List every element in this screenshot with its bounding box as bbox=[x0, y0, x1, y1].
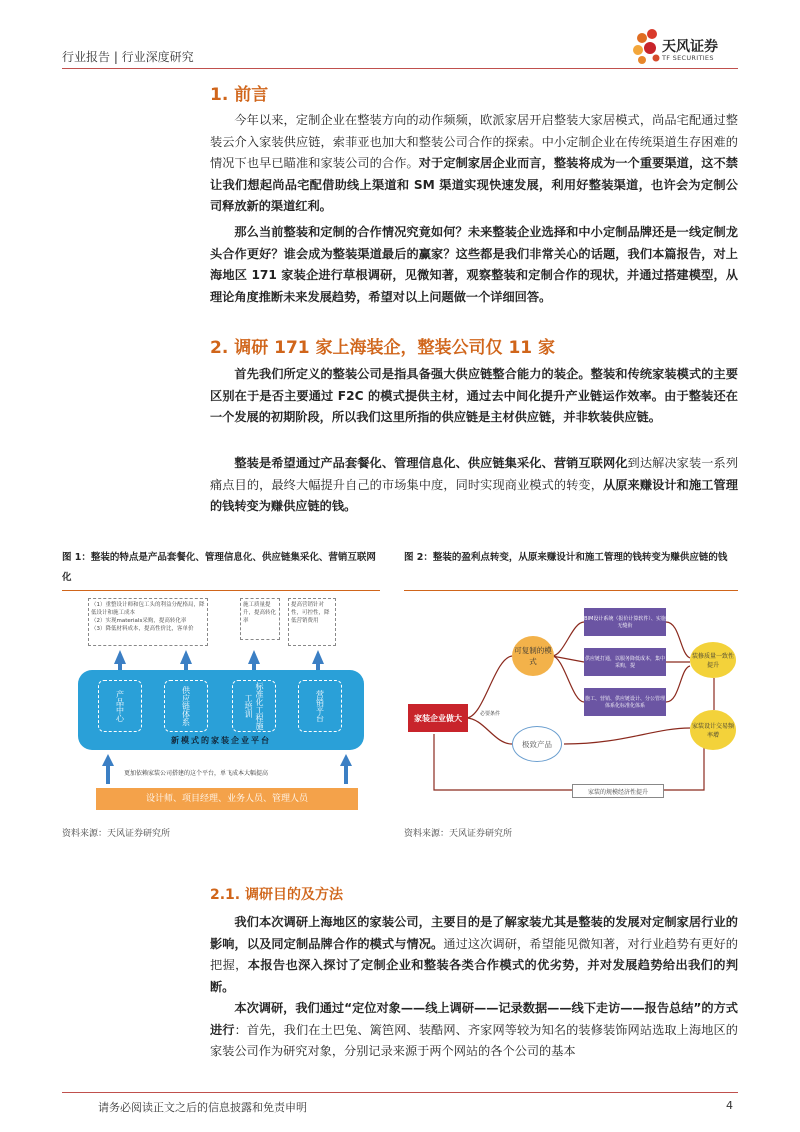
fig1-arrow-up-icon bbox=[180, 650, 192, 664]
figure-2-diagram bbox=[404, 598, 738, 818]
fig1-box1-line-2: （2）实现materials采购，提高转化率 bbox=[91, 618, 187, 624]
fig2-quality-node: 装修质量一致性提升 bbox=[690, 642, 736, 678]
section-2-1-p2-bold: 本次调研，我们通过“定位对象——线上调研——记录数据——线下走访——报告总结”的方式进行 bbox=[210, 1001, 738, 1037]
section-2-1-paragraph-2 bbox=[210, 998, 738, 1063]
section-2-p2-text: 到达解决家装一系列痛点目的，最终大幅提升自己的市场集中度，同时实现商业模式的转变， bbox=[210, 456, 739, 492]
fig1-arrow-stem bbox=[118, 662, 122, 670]
logo-text-cn: 天风证券 bbox=[662, 39, 718, 55]
fig1-box1-line-1: （1）重整设计师和包工头的利益分配格局，降低设计和施工成本 bbox=[91, 602, 205, 616]
header-divider bbox=[62, 68, 738, 69]
figure-1-caption: 图 1：整装的特点是产品套餐化、管理信息化、供应链集采化、营销互联网化 bbox=[62, 552, 376, 583]
fig2-list-item-1: BIM设计系统（报价计算软件）、实施无缝衔 bbox=[584, 608, 666, 636]
page-number: 4 bbox=[726, 1099, 733, 1112]
fig2-bottom-node: 家装的规模经济性提升 bbox=[572, 784, 664, 798]
section-1-paragraph-2 bbox=[210, 222, 738, 308]
section-2-1-p2-text: ：首先，我们在土巴兔、篱笆网、装酷网、齐家网等较为知名的装修装饰网站选取上海地区的家装公司作为研究对象，分别记录来源于两个网站的各个公司的基本 bbox=[210, 1022, 738, 1058]
fig2-link-list3-quality bbox=[666, 666, 690, 702]
fig1-bottom-note: 更加依赖家装公司搭建的这个平台，单飞成本大幅提高 bbox=[124, 770, 269, 777]
fig1-benefit-box-2: 施工质量提升，提高转化率 bbox=[240, 598, 280, 640]
fig1-arrow-up-icon bbox=[248, 650, 260, 664]
report-type-label: 行业报告 | 行业深度研究 bbox=[62, 50, 194, 64]
section-2-paragraph-1 bbox=[210, 364, 738, 429]
fig2-delivery-node: 家装设计交易频率增 bbox=[690, 710, 736, 750]
section-2-p2-bold-c: 从原来赚设计和施工管理的钱转变为赚供应链的钱。 bbox=[210, 477, 738, 513]
fig1-arrow-stem bbox=[106, 764, 110, 784]
fig1-platform-label: 新模式的家装企业平台 bbox=[171, 736, 271, 745]
footer-divider bbox=[62, 1092, 738, 1093]
fig2-link-list1-quality bbox=[666, 622, 690, 658]
section-2-1-p1-bold-c: 本报告也深入探讨了定制企业和整装各类合作模式的优劣势，并对发展趋势给出我们的判断。 bbox=[210, 958, 739, 994]
fig1-arrow-stem bbox=[184, 662, 188, 670]
fig1-pillar-standardization: 标准化工程施工培训 bbox=[232, 680, 276, 732]
section-1-title: 1. 前言 bbox=[210, 85, 269, 105]
fig1-arrow-up-icon bbox=[312, 650, 324, 664]
fig1-pillar-product: 产品中心 bbox=[98, 680, 142, 732]
section-2-1-paragraph-1 bbox=[210, 912, 738, 998]
figure-2-caption: 图 2：整装的盈利点转变，从原来赚设计和施工管理的钱转变为赚供应链的钱 bbox=[404, 552, 728, 563]
footer-disclaimer: 请务必阅读正文之后的信息披露和免责申明 bbox=[98, 1101, 307, 1114]
section-2-title: 2. 调研 171 家上海装企，整装公司仅 11 家 bbox=[210, 338, 556, 358]
logo-text-en: TF SECURITIES bbox=[662, 54, 714, 62]
fig1-arrow-stem bbox=[344, 764, 348, 784]
fig2-link-bottom-loop bbox=[434, 734, 704, 790]
section-2-p2-bold-a: 整装是希望通过产品套餐化、管理信息化、供应链集采化、营销互联网化 bbox=[234, 456, 628, 470]
fig2-mid-label: 必要条件 bbox=[479, 710, 500, 717]
figure-2-source: 资料来源：天风证券研究所 bbox=[404, 829, 513, 839]
fig2-link-product-delivery bbox=[564, 728, 690, 744]
fig2-link-copyable-list1 bbox=[552, 622, 584, 656]
fig1-benefit-box-3: 提高营销针对性，可控性，降低营销费用 bbox=[288, 598, 336, 646]
fig2-main-node: 家装企业做大 bbox=[408, 704, 468, 732]
figure-2-rule bbox=[404, 590, 738, 591]
fig2-product-node: 极致产品 bbox=[512, 726, 562, 762]
section-1-p1-bold: 对于定制家居企业而言，整装将成为一个重要渠道，这不禁让我们想起尚品宅配借助线上渠道和 SM 渠道实现快速发展，利用好整装渠道，也许会为定制公司释放新的渠道红利。 bbox=[210, 156, 738, 213]
fig2-copyable-node: 可复制的模式 bbox=[512, 636, 554, 676]
fig1-pillar-marketing: 营销平台 bbox=[298, 680, 342, 732]
fig2-list-item-3: 施工、营销、供应链设计、分公管理体系化标准化体系 bbox=[584, 688, 666, 716]
figure-1-source: 资料来源：天风证券研究所 bbox=[62, 829, 171, 839]
section-1-p1-text: 今年以来，定制企业在整装方向的动作频频，欧派家居开启整装大家居模式，尚品宅配通过整装云介入家装供应链，索菲亚也加大和整装公司合作的探索。中小定制企业在传统渠道生存困难的情况下也早已瞄准和家装公司的合作。 bbox=[210, 113, 738, 170]
section-2-paragraph-2 bbox=[210, 453, 738, 518]
fig2-list-item-2: 供应链打通，以服务降低成本，集中采购，提 bbox=[584, 648, 666, 676]
fig1-pillar-supply-chain: 供应链体系 bbox=[164, 680, 208, 732]
fig1-arrow-up-icon bbox=[114, 650, 126, 664]
fig2-link-main-product bbox=[466, 718, 512, 744]
fig1-box1-line-3: （3）降低材料成本，提高性价比，客单价 bbox=[91, 626, 194, 632]
section-1-paragraph-1 bbox=[210, 110, 738, 218]
fig1-bottom-bar: 设计师、项目经理、业务人员、管理人员 bbox=[96, 788, 358, 810]
fig2-link-copyable-list3 bbox=[552, 656, 584, 702]
section-2-1-title: 2.1. 调研目的及方法 bbox=[210, 887, 343, 903]
figure-1-rule bbox=[62, 590, 380, 591]
section-2-p1-bold: 首先我们所定义的整装公司是指具备强大供应链整合能力的装企。整装和传统家装模式的主要区别在于是否主要通过 F2C 的模式提供主材，通过去中间化提升产业链运作效率。由于整装还在一个发展的初期阶段，所以我们这里所指的供应链是主材供应链，并非软装供应链。 bbox=[210, 367, 738, 424]
section-1-p2-bold: 那么当前整装和定制的合作情况究竟如何？未来整装企业选择和中小定制品牌还是一线定制龙头合作更好？谁会成为整装渠道最后的赢家？这些都是我们非常关心的话题，我们本篇报告，对上海地区 171 家装企进行草根调研，见微知著，观察整装和定制合作的现状，并通过搭建模型，从理论角度推断未来发展趋势，希望对以上问题做一个详细回答。 bbox=[210, 225, 738, 304]
figure-1-diagram bbox=[62, 592, 380, 818]
section-2-1-p1-bold-a: 我们本次调研上海地区的家装公司，主要目的是了解家装尤其是整装的发展对定制家居行业的影响，以及同定制品牌合作的模式与情况。 bbox=[210, 915, 738, 951]
section-2-1-p1-text: 通过这次调研，希望能见微知著，对行业趋势有更好的把握， bbox=[210, 936, 738, 972]
fig1-arrow-stem bbox=[252, 662, 256, 670]
fig1-arrow-stem bbox=[316, 662, 320, 670]
